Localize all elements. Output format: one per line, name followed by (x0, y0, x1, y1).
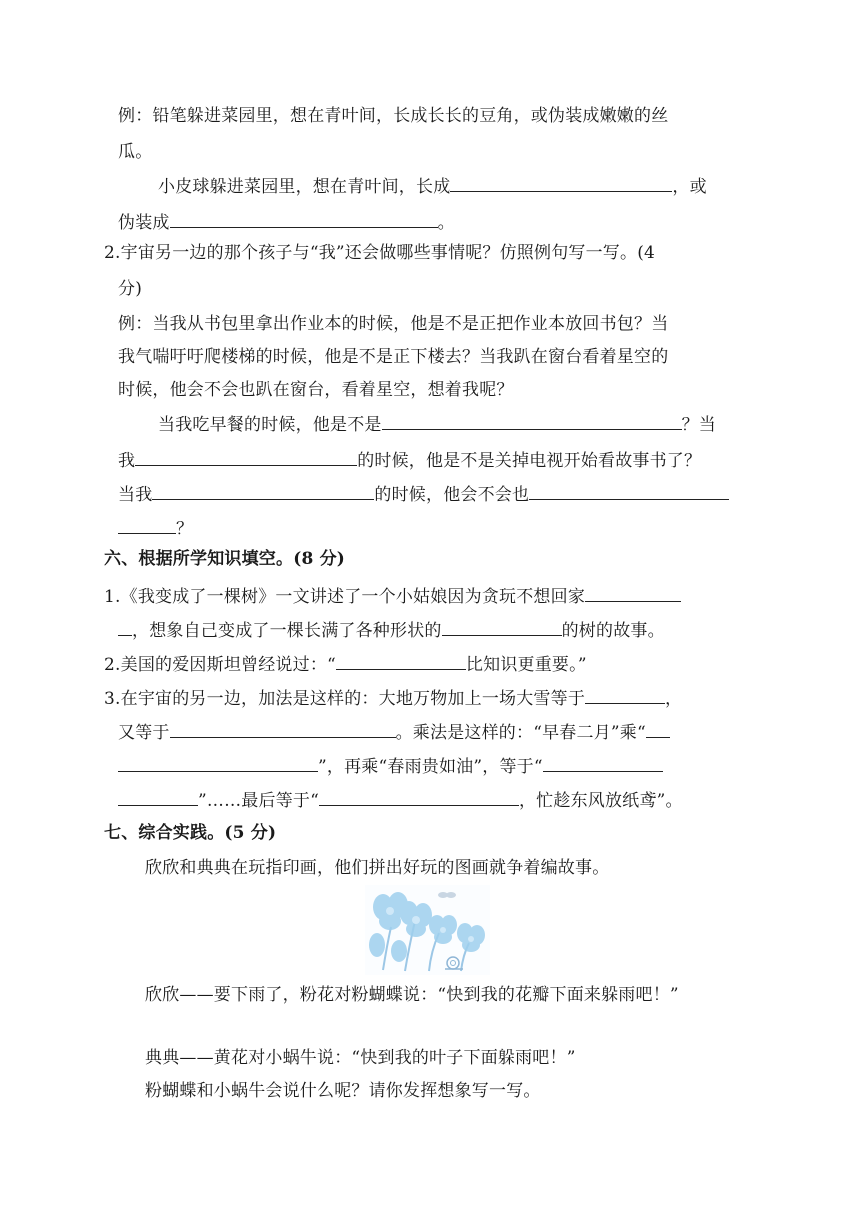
text: 3.在宇宙的另一边，加法是这样的：大地万物加上一场大雪等于 (104, 689, 586, 709)
fill-line (104, 685, 682, 711)
answer-blank[interactable] (118, 617, 132, 636)
text: 伪装成 (118, 213, 170, 233)
text: ，想象自己变成了一棵长满了各种形状的 (132, 621, 442, 641)
fill-line (118, 617, 665, 643)
fill-line (158, 411, 716, 437)
answer-blank[interactable] (585, 685, 665, 704)
fill-line (118, 719, 670, 745)
fill-line (118, 447, 701, 473)
text: 的树的故事。 (561, 621, 665, 641)
example-line: 例：铅笔躲进菜园里，想在青叶间，长成长长的豆角，或伪装成嫩嫩的丝 (118, 106, 669, 126)
text: 。 (437, 213, 455, 233)
fill-line (118, 515, 193, 541)
answer-blank[interactable] (585, 583, 681, 602)
example-line: 时候，他会不会也趴在窗台，看着星空，想着我呢？ (118, 380, 514, 400)
text: ？当 (681, 415, 717, 435)
answer-blank[interactable] (646, 719, 670, 738)
answer-blank[interactable] (170, 719, 396, 738)
fill-line (118, 787, 683, 813)
story-line: 欣欣——要下雨了，粉花对粉蝴蝶说：“快到我的花瓣下面来躲雨吧！” (145, 985, 679, 1005)
text: 当我吃早餐的时候，他是不是 (158, 415, 382, 435)
text: 又等于 (118, 723, 170, 743)
fill-line (158, 173, 707, 199)
answer-blank[interactable] (135, 447, 357, 466)
text: ”……最后等于“ (198, 791, 319, 811)
answer-blank[interactable] (382, 411, 682, 430)
answer-blank[interactable] (336, 651, 466, 670)
question-title: 2.宇宙另一边的那个孩子与“我”还会做哪些事情呢？仿照例句写一写。(4 (104, 243, 656, 263)
answer-blank[interactable] (118, 753, 318, 772)
answer-blank[interactable] (118, 787, 198, 806)
fill-line (104, 651, 587, 677)
answer-blank[interactable] (118, 515, 176, 534)
question-title: 分) (118, 279, 143, 299)
example-line: 例：当我从书包里拿出作业本的时候，他是不是正把作业本放回书包？当 (118, 314, 669, 334)
answer-blank[interactable] (152, 481, 374, 500)
section-heading: 七、综合实践。(5 分) (104, 823, 277, 843)
text: 1.《我变成了一棵树》一文讲述了一个小姑娘因为贪玩不想回家 (104, 587, 586, 607)
answer-blank[interactable] (543, 753, 663, 772)
section-heading: 六、根据所学知识填空。(8 分) (104, 549, 346, 569)
story-line: 典典——黄花对小蜗牛说：“快到我的叶子下面躲雨吧！” (145, 1048, 576, 1068)
text: 2.美国的爱因斯坦曾经说过：“ (104, 655, 336, 675)
fill-line (104, 583, 681, 609)
text: 当我 (118, 485, 153, 505)
text: 小皮球躲进菜园里，想在青叶间，长成 (158, 177, 451, 197)
answer-blank[interactable] (450, 173, 672, 192)
fill-line (118, 753, 663, 779)
fill-line (118, 209, 455, 235)
text: ”，再乘“春雨贵如油”，等于“ (318, 757, 543, 777)
text: ， (665, 689, 683, 709)
story-prompt: 粉蝴蝶和小蜗牛会说什么呢？请你发挥想象写一写。 (145, 1081, 541, 1101)
text: 的时候，他会不会也 (374, 485, 530, 505)
text: 比知识更重要。” (465, 655, 587, 675)
answer-blank[interactable] (319, 787, 519, 806)
intro-text: 欣欣和典典在玩指印画，他们拼出好玩的图画就争着编故事。 (145, 858, 610, 878)
answer-blank[interactable] (529, 481, 729, 500)
text: ？ (176, 519, 194, 539)
text: 我 (118, 451, 136, 471)
text: 。乘法是这样的：“早春二月”乘“ (395, 723, 646, 743)
fill-line (118, 481, 729, 507)
fingerprint-painting-image (365, 885, 490, 975)
example-line: 我气喘吁吁爬楼梯的时候，他是不是正下楼去？当我趴在窗台看着星空的 (118, 347, 669, 367)
example-line: 瓜。 (118, 142, 153, 162)
text: ，忙趁东风放纸鸢”。 (518, 791, 683, 811)
answer-blank[interactable] (442, 617, 562, 636)
text: 的时候，他是不是关掉电视开始看故事书了？ (357, 451, 702, 471)
text: ，或 (672, 177, 707, 197)
answer-blank[interactable] (170, 209, 438, 228)
